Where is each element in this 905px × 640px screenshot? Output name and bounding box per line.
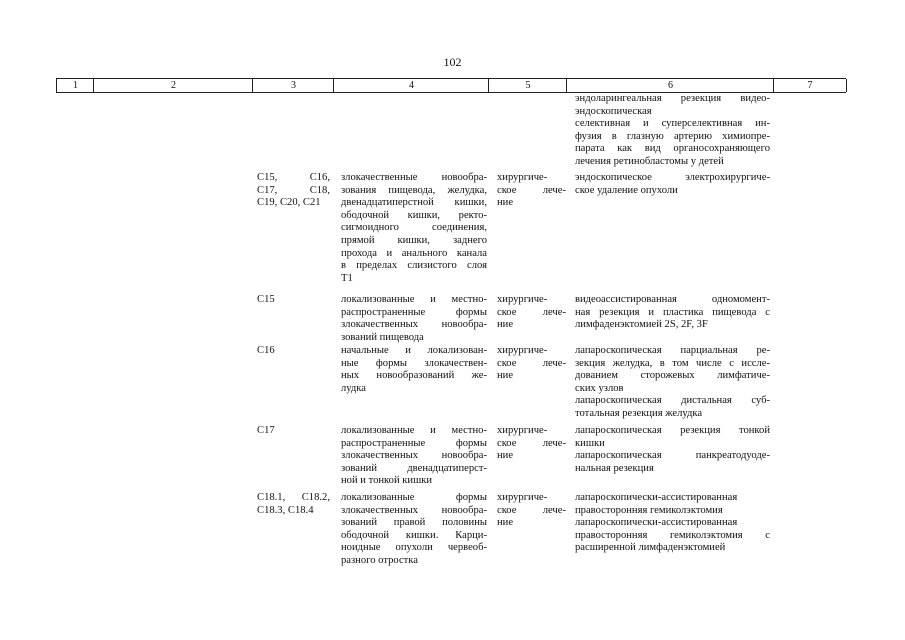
text-line: в пределах слизистого слоя bbox=[341, 260, 487, 272]
row-1-diagnosis bbox=[341, 172, 487, 285]
text-line: ние bbox=[497, 517, 514, 529]
row-2-diagnosis bbox=[341, 294, 487, 344]
row-5-treatment-type bbox=[497, 492, 566, 530]
row-2-methods bbox=[575, 294, 770, 332]
text-line: злокачественных новообра- bbox=[341, 450, 487, 462]
text-line: ных новообразований же- bbox=[341, 370, 487, 382]
row-4-icd-codes bbox=[257, 425, 330, 438]
text-line: локализованные и местно- bbox=[341, 294, 487, 305]
text-line: сигмоидного соединения, bbox=[341, 222, 487, 234]
text-line: ноидные опухоли червеоб- bbox=[341, 542, 487, 554]
text-line: хирургиче- bbox=[497, 345, 548, 356]
text-line: ние bbox=[497, 319, 514, 331]
text-line: ское лече- bbox=[497, 306, 566, 318]
text-line: нальная резекция bbox=[575, 462, 654, 474]
text-line: эндоскопическая bbox=[575, 105, 652, 117]
text-line: локализованные формы bbox=[341, 492, 487, 503]
text-line: C15, C16, bbox=[257, 172, 330, 183]
text-line: злокачественных новообра- bbox=[341, 504, 487, 516]
row-2-treatment-type bbox=[497, 294, 566, 332]
text-line: лапароскопически-ассистированная bbox=[575, 492, 738, 503]
header-col-1: 1 bbox=[56, 79, 94, 92]
text-line: ние bbox=[497, 197, 514, 209]
row-3-methods bbox=[575, 345, 770, 421]
text-line: дованием сторожевых лимфатиче- bbox=[575, 370, 770, 382]
text-line: правосторонняя гемиколэктомия bbox=[575, 504, 723, 516]
text-line: ободочной кишки. Карци- bbox=[341, 529, 487, 541]
row-3-treatment-type bbox=[497, 345, 566, 383]
text-line: зования пищевода, желудка, bbox=[341, 184, 487, 196]
text-line: лапароскопическая резекция тонкой bbox=[575, 425, 770, 436]
text-line: зекция желудка, в том числе с иссле- bbox=[575, 357, 770, 369]
text-line: эндоскопическое электрохирургиче- bbox=[575, 172, 770, 183]
text-line: лапароскопическая панкреатодуоде- bbox=[575, 450, 770, 462]
text-line: ское лече- bbox=[497, 504, 566, 516]
row-5-methods bbox=[575, 492, 770, 555]
row-1-treatment-type bbox=[497, 172, 566, 210]
header-col-6: 6 bbox=[566, 79, 774, 92]
text-line: лапароскопически-ассистированная bbox=[575, 517, 738, 529]
text-line: ние bbox=[497, 370, 514, 382]
text-line: ние bbox=[497, 450, 514, 462]
row-5-icd-codes bbox=[257, 492, 330, 517]
text-line: прямой кишки, заднего bbox=[341, 234, 487, 246]
text-line: злокачественные новообра- bbox=[341, 172, 487, 183]
text-line: зований пищевода bbox=[341, 331, 424, 343]
header-col-3: 3 bbox=[252, 79, 334, 92]
text-line: ское лече- bbox=[497, 437, 566, 449]
header-col-4: 4 bbox=[333, 79, 489, 92]
text-line: парата как вид органосохраняющего bbox=[575, 143, 770, 155]
text-line: хирургиче- bbox=[497, 492, 548, 503]
text-line: хирургиче- bbox=[497, 172, 548, 183]
text-line: ободочной кишки, ректо- bbox=[341, 209, 487, 221]
text-line: ских узлов bbox=[575, 382, 624, 394]
row-5-diagnosis bbox=[341, 492, 487, 568]
table-header-row bbox=[56, 78, 846, 93]
text-line: C18.1, C18.2, bbox=[257, 492, 330, 503]
text-line: ная резекция и пластика пищевода с bbox=[575, 306, 770, 318]
row-4-treatment-type bbox=[497, 425, 566, 463]
header-col-2: 2 bbox=[93, 79, 253, 92]
row-1-icd-codes bbox=[257, 172, 330, 210]
continuation-methods bbox=[575, 93, 770, 169]
text-line: распространенные формы bbox=[341, 306, 487, 318]
text-line: T1 bbox=[341, 272, 353, 284]
text-line: фузия в глазную артерию химиопре- bbox=[575, 130, 770, 142]
text-line: C17 bbox=[257, 425, 275, 436]
text-line: зований двенадцатиперст- bbox=[341, 462, 487, 474]
text-line: тотальная резекция желудка bbox=[575, 407, 703, 419]
text-line: лапароскопическая парциальная ре- bbox=[575, 345, 770, 356]
text-line: расширенной лимфаденэктомией bbox=[575, 542, 726, 554]
text-line: ское удаление опухоли bbox=[575, 184, 678, 196]
text-line: ское лече- bbox=[497, 184, 566, 196]
text-line: лечения ретинобластомы у детей bbox=[575, 155, 724, 167]
text-line: прохода и анального канала bbox=[341, 247, 487, 259]
page-number: 102 bbox=[443, 55, 462, 69]
text-line: лимфаденэктомией 2S, 2F, 3F bbox=[575, 319, 708, 331]
text-line: хирургиче- bbox=[497, 294, 548, 305]
text-line: зований правой половины bbox=[341, 517, 487, 529]
header-col-5: 5 bbox=[488, 79, 567, 92]
text-line: эндоларингеальная резекция видео- bbox=[575, 93, 770, 104]
text-line: разного отростка bbox=[341, 554, 418, 566]
text-line: C17, C18, bbox=[257, 184, 330, 196]
text-line: двенадцатиперстной кишки, bbox=[341, 197, 487, 209]
row-4-methods bbox=[575, 425, 770, 475]
text-line: хирургиче- bbox=[497, 425, 548, 436]
text-line: ные формы злокачествен- bbox=[341, 357, 487, 369]
text-line: C16 bbox=[257, 345, 275, 356]
text-line: C15 bbox=[257, 294, 275, 305]
text-line: распространенные формы bbox=[341, 437, 487, 449]
text-line: правосторонняя гемиколэктомия с bbox=[575, 529, 770, 541]
text-line: ское лече- bbox=[497, 357, 566, 369]
text-line: C18.3, C18.4 bbox=[257, 504, 314, 516]
text-line: начальные и локализован- bbox=[341, 345, 487, 356]
text-line: ной и тонкой кишки bbox=[341, 475, 433, 487]
row-3-diagnosis bbox=[341, 345, 487, 395]
text-line: видеоассистированная одномомент- bbox=[575, 294, 770, 305]
row-4-diagnosis bbox=[341, 425, 487, 488]
text-line: злокачественных новообра- bbox=[341, 319, 487, 331]
text-line: лапароскопическая дистальная суб- bbox=[575, 395, 770, 407]
text-line: локализованные и местно- bbox=[341, 425, 487, 436]
row-2-icd-codes bbox=[257, 294, 330, 307]
row-1-methods bbox=[575, 172, 770, 197]
header-col-7: 7 bbox=[773, 79, 847, 92]
text-line: C19, C20, C21 bbox=[257, 197, 321, 209]
text-line: селективная и суперселективная ин- bbox=[575, 118, 770, 130]
row-3-icd-codes bbox=[257, 345, 330, 358]
text-line: кишки bbox=[575, 437, 605, 449]
text-line: лудка bbox=[341, 382, 366, 394]
